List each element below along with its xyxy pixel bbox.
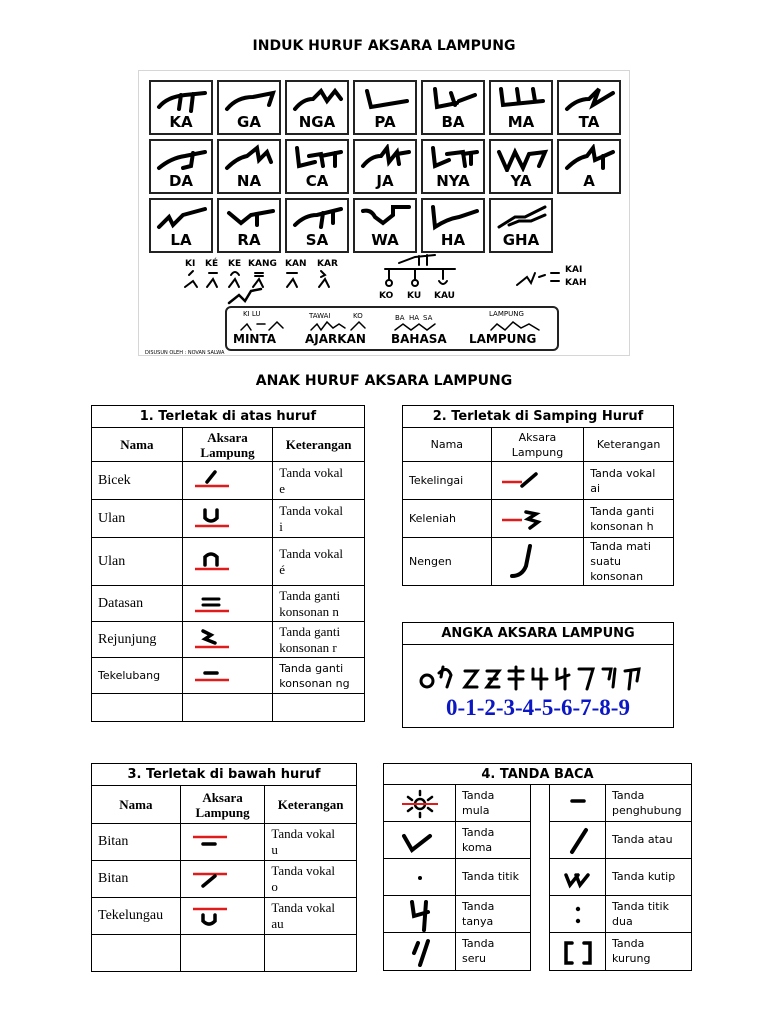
col-header: Nama — [92, 428, 183, 462]
table-samping-huruf — [402, 405, 674, 586]
letter-cell — [217, 139, 281, 194]
letter-label: NGA — [298, 113, 336, 131]
letter-cell — [421, 139, 485, 194]
tekelubang-glyph — [182, 658, 273, 694]
induk-huruf-chart — [138, 70, 630, 356]
table-row — [92, 898, 357, 935]
angka-box — [402, 622, 674, 728]
side-label: KAI — [565, 265, 583, 275]
label-cell — [605, 895, 692, 933]
table-row — [92, 622, 365, 658]
letter-label: GHA — [502, 231, 540, 249]
anak-label: KÉ — [205, 259, 219, 269]
vowel-example-glyph — [375, 251, 465, 291]
atau-mark-icon — [549, 821, 606, 859]
row-desc: Tanda mati suatu konsonan — [584, 538, 674, 586]
tanda-label: Tanda atau — [612, 833, 673, 846]
tanda-label: Tanda titik dua — [612, 900, 669, 928]
letter-cell — [353, 198, 417, 253]
side-label: KAH — [565, 278, 587, 288]
anak-label: KANG — [248, 259, 277, 269]
letter-label: RA — [237, 231, 261, 249]
letter-label: TA — [578, 113, 600, 131]
col-header: Nama — [92, 786, 181, 824]
table-title: 2. Terletak di Samping Huruf — [403, 406, 674, 428]
vowel-label: KO — [379, 291, 394, 301]
tanda-label: Tanda tanya — [462, 900, 495, 928]
letter-cell — [489, 198, 553, 253]
example-word: AJARKAN — [305, 332, 366, 346]
col-header: Aksara Lampung — [182, 428, 273, 462]
letter-label: SA — [305, 231, 329, 249]
keleniah-glyph — [491, 500, 584, 538]
row-desc: Tanda vokal i — [273, 500, 365, 538]
table-row — [403, 500, 674, 538]
bicek-glyph — [182, 462, 273, 500]
kurung-mark-icon — [549, 932, 606, 971]
table-row — [92, 500, 365, 538]
letter-cell — [421, 80, 485, 135]
row-name: Tekelubang — [92, 658, 183, 694]
row-desc: Tanda ganti konsonan r — [273, 622, 365, 658]
table-row — [92, 462, 365, 500]
letter-label: PA — [374, 113, 396, 131]
letter-label: WA — [371, 231, 399, 249]
label-cell — [455, 932, 531, 971]
anak-mini-glyphs — [183, 269, 353, 291]
titik-dua-mark-icon — [549, 895, 606, 933]
angka-title: ANGKA AKSARA LAMPUNG — [403, 623, 673, 645]
example-word: BAHASA — [391, 332, 447, 346]
col-header: Keterangan — [584, 428, 674, 462]
table-row — [92, 824, 357, 861]
letter-cell — [149, 139, 213, 194]
col-header: Aksara Lampung — [180, 786, 265, 824]
label-cell — [455, 821, 531, 859]
row-name: Ulan — [92, 538, 183, 586]
letter-cell — [489, 80, 553, 135]
row-name: Bitan — [92, 861, 181, 898]
row-desc: Tanda vokal o — [265, 861, 357, 898]
label-cell — [455, 784, 531, 822]
letter-label: YA — [510, 172, 532, 190]
example-top-word: TAWAI — [309, 312, 331, 320]
rejunjung-glyph — [182, 622, 273, 658]
tekelungau-glyph — [180, 898, 265, 935]
letter-cell — [149, 198, 213, 253]
example-word: MINTA — [233, 332, 276, 346]
letter-label: KA — [169, 113, 193, 131]
letter-cell — [285, 139, 349, 194]
letter-label: BA — [441, 113, 465, 131]
letter-cell — [285, 198, 349, 253]
label-cell — [605, 932, 692, 971]
label-cell — [605, 858, 692, 896]
example-word: LAMPUNG — [469, 332, 537, 346]
credit-text: DISUSUN OLEH : NOVAN SALWA — [145, 350, 225, 356]
angka-lampung-glyphs — [417, 661, 661, 693]
tanda-label: Tanda kurung — [612, 937, 651, 965]
example-top-word: KO — [353, 312, 363, 320]
table-title: 3. Terletak di bawah huruf — [92, 764, 357, 786]
seru-mark-icon — [383, 932, 456, 971]
label-cell — [605, 821, 692, 859]
row-name: Rejunjung — [92, 622, 183, 658]
tanda-label: Tanda kutip — [612, 870, 676, 883]
kl-example-glyph — [225, 283, 265, 305]
angka-latin-numbers: 0-1-2-3-4-5-6-7-8-9 — [446, 695, 630, 720]
row-name: Nengen — [403, 538, 492, 586]
tanda-baca-title: 4. TANDA BACA — [383, 763, 692, 785]
row-desc: Tanda vokal é — [273, 538, 365, 586]
row-name: Bitan — [92, 824, 181, 861]
letter-label: LA — [170, 231, 192, 249]
mula-mark-icon — [383, 784, 456, 822]
row-desc: Tanda vokal ai — [584, 462, 674, 500]
row-desc: Tanda vokal u — [265, 824, 357, 861]
letter-cell — [557, 139, 621, 194]
col-header: Keterangan — [273, 428, 365, 462]
vowel-label: KU — [407, 291, 422, 301]
penghubung-mark-icon — [549, 784, 606, 822]
label-cell — [605, 784, 692, 822]
tanda-label: Tanda titik — [462, 870, 519, 883]
anak-label: KI — [185, 259, 196, 269]
example-top-word: KI LU — [243, 310, 261, 318]
row-name: Tekelungau — [92, 898, 181, 935]
table-title: 1. Terletak di atas huruf — [92, 406, 365, 428]
datasan-glyph — [182, 586, 273, 622]
row-desc: Tanda ganti konsonan ng — [273, 658, 365, 694]
row-desc: Tanda vokal au — [265, 898, 357, 935]
vowel-label: KAU — [434, 291, 455, 301]
ulan-e-glyph — [182, 538, 273, 586]
letter-label: HA — [440, 231, 466, 249]
example-top-word: HA — [409, 314, 420, 322]
row-name: Bicek — [92, 462, 183, 500]
row-name: Tekelingai — [403, 462, 492, 500]
row-name: Datasan — [92, 586, 183, 622]
induk-title: INDUK HURUF AKSARA LAMPUNG — [252, 38, 516, 54]
tanda-label: Tanda seru — [462, 937, 495, 965]
letter-cell — [557, 80, 621, 135]
letter-cell — [149, 80, 213, 135]
letter-label: NA — [236, 172, 262, 190]
tekelingai-glyph — [491, 462, 584, 500]
anak-label: KAN — [285, 259, 307, 269]
anak-label: KE — [228, 259, 242, 269]
ulan-i-glyph — [182, 500, 273, 538]
letter-label: GA — [237, 113, 261, 131]
col-header: Keterangan — [265, 786, 357, 824]
letter-cell — [217, 80, 281, 135]
anak-label: KAR — [317, 259, 338, 269]
letter-label: DA — [168, 172, 194, 190]
tanda-label: Tanda mula — [462, 789, 495, 817]
row-desc: Tanda ganti konsonan n — [273, 586, 365, 622]
tanda-baca-section — [383, 763, 692, 971]
letter-cell — [217, 198, 281, 253]
koma-mark-icon — [383, 821, 456, 859]
example-script — [235, 318, 553, 332]
titik-mark-icon — [383, 858, 456, 896]
example-top-word: SA — [423, 314, 433, 322]
tanda-mark-icon — [383, 895, 456, 933]
table-row — [92, 586, 365, 622]
row-desc: Tanda ganti konsonan h — [584, 500, 674, 538]
letter-cell — [285, 80, 349, 135]
tanda-label: Tanda koma — [462, 826, 495, 854]
bitan-o-glyph — [180, 861, 265, 898]
label-cell — [455, 858, 531, 896]
table-row — [92, 658, 365, 694]
nengen-glyph — [491, 538, 584, 586]
kutip-mark-icon — [549, 858, 606, 896]
bitan-u-glyph — [180, 824, 265, 861]
letter-label: A — [583, 172, 595, 190]
col-header: Nama — [403, 428, 492, 462]
row-desc: Tanda vokal e — [273, 462, 365, 500]
letter-cell — [353, 139, 417, 194]
letter-cell — [353, 80, 417, 135]
side-example-glyph — [515, 263, 561, 289]
letter-cell — [489, 139, 553, 194]
row-name: Ulan — [92, 500, 183, 538]
table-row — [92, 861, 357, 898]
col-header: Aksara Lampung — [491, 428, 584, 462]
row-name: Keleniah — [403, 500, 492, 538]
letter-cell — [421, 198, 485, 253]
table-atas-huruf — [91, 405, 365, 722]
table-row — [92, 538, 365, 586]
table-bawah-huruf — [91, 763, 357, 972]
example-sentence-box — [225, 306, 559, 351]
table-row — [403, 538, 674, 586]
anak-title: ANAK HURUF AKSARA LAMPUNG — [255, 373, 513, 389]
tanda-label: Tanda penghubung — [612, 789, 682, 817]
table-row — [92, 694, 365, 722]
letter-label: JA — [376, 172, 394, 190]
label-cell — [455, 895, 531, 933]
example-top-word: BA — [395, 314, 405, 322]
letter-label: NYA — [436, 172, 470, 190]
example-top-word: LAMPUNG — [489, 310, 524, 318]
letter-label: CA — [305, 172, 329, 190]
table-row — [403, 462, 674, 500]
table-row — [92, 935, 357, 972]
letter-label: MA — [507, 113, 535, 131]
